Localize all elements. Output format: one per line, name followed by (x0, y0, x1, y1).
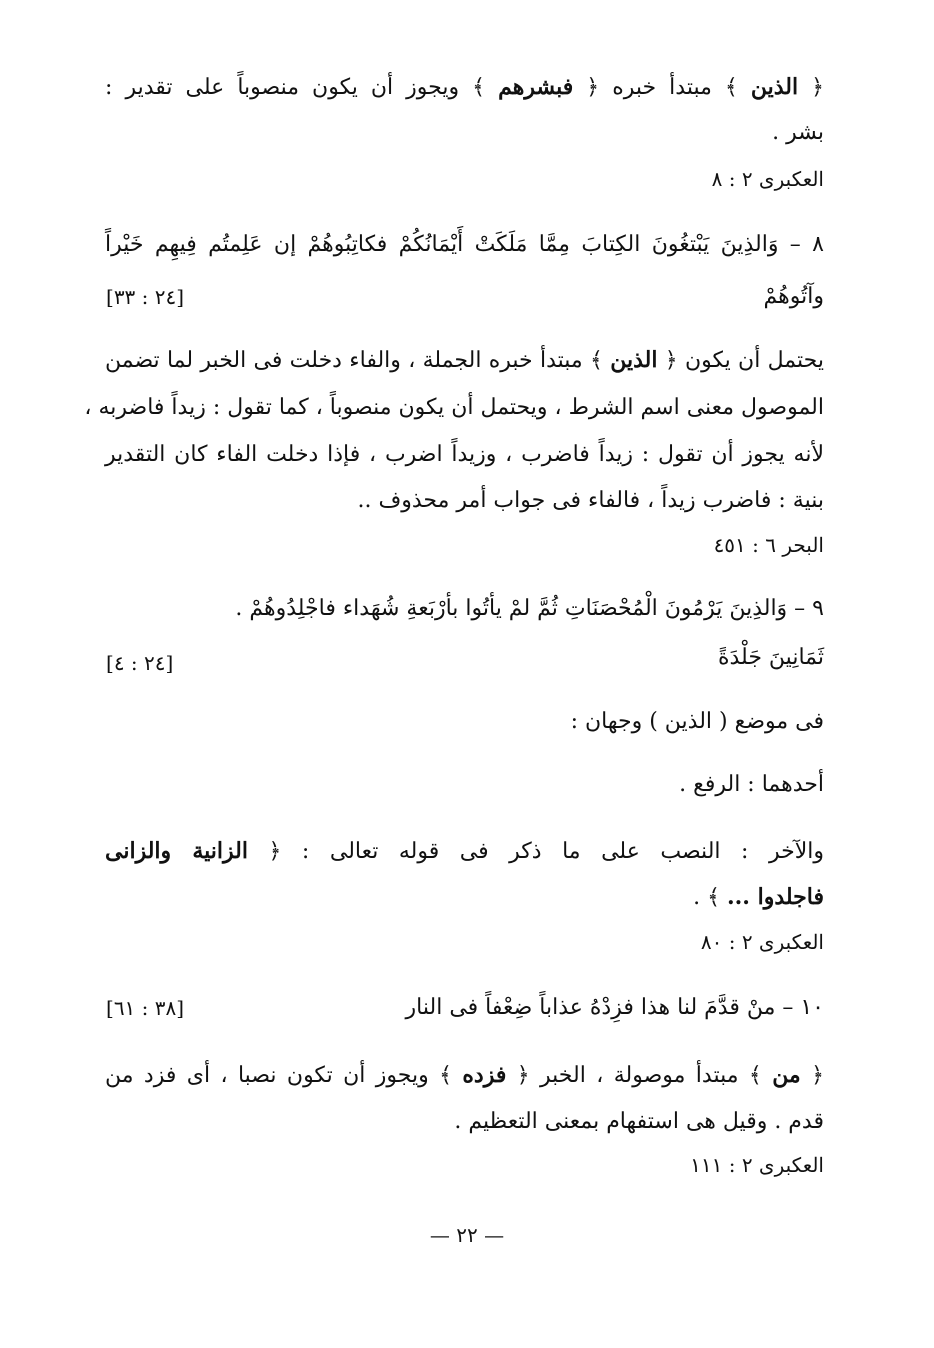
commentary-line: فى موضع ( الذين ) وجهان : (570, 709, 824, 734)
source-citation: العكبرى ٢ : ٨٠ (700, 930, 824, 954)
text-span: ﴾ مبتدأ موصولة ، الخبر ﴿ (506, 1063, 773, 1088)
verse-reference: [٣٨ : ٦١] (106, 996, 185, 1020)
text-span: ﴾ . (693, 885, 727, 910)
verse-line: ٨ – وَالذِينَ يَبْتغُونَ الكِتابَ مِمَّا مَلَكَتْ أَيْمَانُكُمْ فكاتِبُوهُمْ إن عَلِمتُم فِيهِم خَيْراً (105, 232, 824, 257)
source-citation: البحر ٦ : ٤٥١ (713, 533, 824, 557)
bold-term: من (772, 1062, 801, 1088)
source-citation: العكبرى ٢ : ١١١ (690, 1153, 824, 1177)
commentary-line (105, 836, 824, 867)
text-span: ﴾ مبتدأ خبره الجملة ، والفاء دخلت فى الخبر لما تضمن (105, 348, 611, 373)
commentary-line: قدم . وقيل هى استفهام بمعنى التعظيم . (454, 1109, 824, 1134)
text-span: ﴾ ويجوز أن تكون نصبا ، أى فزد من (105, 1063, 463, 1088)
text-span: والآخر : النصب على ما ذكر فى قوله تعالى : ﴿ (247, 839, 824, 864)
verse-line: وآتُوهُمْ (763, 284, 824, 309)
commentary-line: بشر . (772, 120, 824, 145)
commentary-line (105, 1060, 824, 1091)
bold-term: الذين (750, 74, 799, 100)
commentary-line (105, 72, 824, 103)
text-span: ﴿ (800, 1063, 824, 1088)
commentary-line: الموصول معنى اسم الشرط ، ويحتمل أن يكون منصوباً ، كما تقول : زيداً فاضربه ، (84, 395, 824, 420)
verse-line: ٩ – وَالذِينَ يَرْمُونَ الْمُحْصَنَاتِ ثُمَّ لمْ يأتُوا بأرْبَعةِ شُهَداء فاجْلِدُوهُمْ . (235, 596, 824, 621)
bold-term: فاجلدوا ... (726, 884, 824, 910)
commentary-line (105, 345, 824, 376)
text-span: ﴾ ويجوز أن يكون منصوباً على تقدير : (105, 75, 499, 100)
text-span: ﴾ مبتدأ خبره ﴿ (573, 75, 751, 100)
commentary-line: بنية : فاضرب زيداً ، فالفاء فى جواب أمر محذوف .. (357, 488, 824, 513)
commentary-line: لأنه يجوز أن تقول : زيداً فاضرب ، وزيداً اضرب ، فإذا دخلت الفاء كان التقدير (105, 442, 824, 467)
bold-term: فبشرهم (498, 74, 574, 100)
verse-line: ١٠ – منْ قدَّمَ لنا هذا فزِدْهُ عذاباً ضِعْفاً فى النار (405, 995, 824, 1020)
verse-reference: [٢٤ : ٤] (106, 651, 174, 675)
text-span: ﴿ (798, 75, 825, 100)
page-number: — ٢٢ — (429, 1223, 505, 1247)
commentary-line: أحدهما : الرفع . (679, 772, 824, 797)
bold-term: فزده (462, 1062, 507, 1088)
bold-term: الذين (610, 347, 658, 373)
source-citation: العكبرى ٢ : ٨ (711, 167, 824, 191)
verse-reference: [٢٤ : ٣٣] (106, 285, 185, 309)
verse-line: ثَمَانِينَ جَلْدَةً (717, 645, 824, 670)
commentary-line (693, 882, 824, 913)
text-span: يحتمل أن يكون ﴿ (657, 348, 824, 373)
bold-term: الزانية والزانى (105, 838, 248, 864)
